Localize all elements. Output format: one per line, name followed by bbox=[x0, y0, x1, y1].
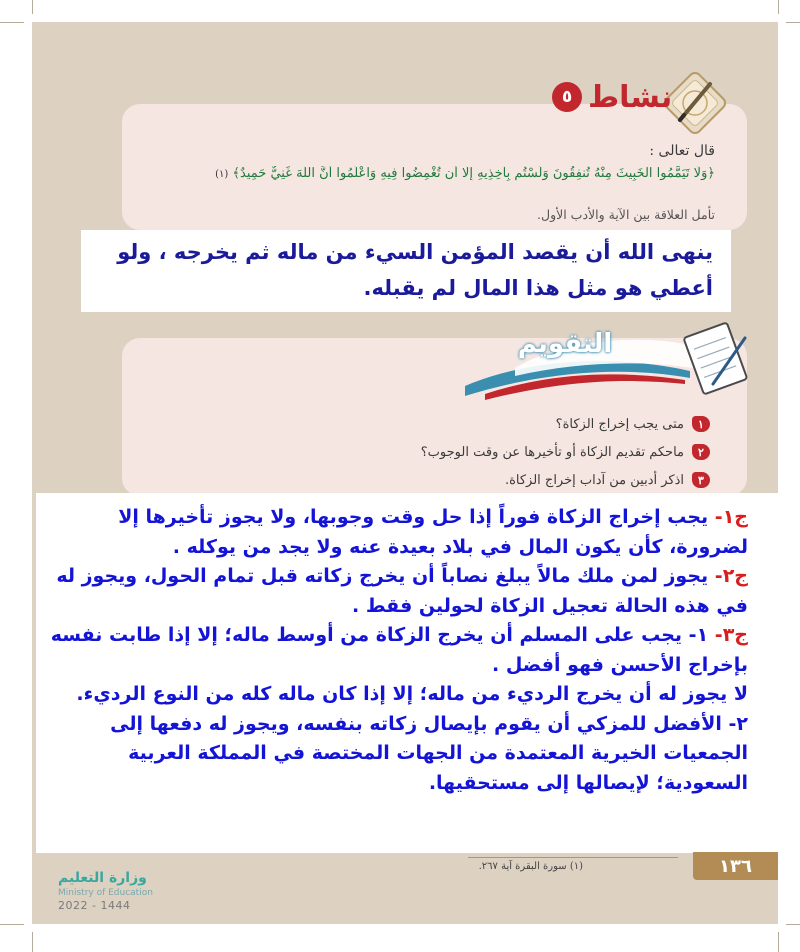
crop-mark bbox=[32, 932, 33, 952]
activity-answer: ينهى الله أن يقصد المؤمن السيء من ماله ثم يخرجه ، ولو أعطي هو مثل هذا المال لم يقبله. bbox=[81, 230, 731, 312]
crop-mark bbox=[0, 22, 24, 23]
question-number-badge: ١ bbox=[692, 416, 710, 432]
verse-text: ﴿وَلَا تَيَمَّمُوا الْخَبِيثَ مِنْهُ تُنفِقُونَ وَلَسْتُم بِآخِذِيهِ إِلَّا أَن تُغْمِضُوا فِيهِ وَاعْلَمُوا أَنَّ اللَّهَ غَنِيٌّ حَمِيدٌ﴾ bbox=[232, 166, 715, 181]
ministry-name-ar: وزارة التعليم bbox=[58, 870, 147, 886]
quran-verse bbox=[115, 166, 715, 181]
activity-title bbox=[552, 78, 672, 116]
activity-instruction: تأمل العلاقة بين الآية والأدب الأول. bbox=[537, 207, 715, 222]
activity-intro: قال تعالى : bbox=[649, 143, 715, 159]
question-text: ماحكم تقديم الزكاة أو تأخيرها عن وقت الوجوب؟ bbox=[420, 444, 684, 460]
activity-number-badge: ٥ bbox=[552, 82, 582, 112]
footnote: (١) سورة البقرة آية ٢٦٧. bbox=[478, 861, 583, 872]
question-item bbox=[556, 416, 710, 432]
evaluation-answers bbox=[36, 493, 784, 853]
answer-3-line-3: ٢- الأفضل للمزكي أن يقوم بإيصال زكاته بنفسه، ويجوز له دفعها إلى الجمعيات الخيرية المعتمدة من الجهات المختصة في المملكة العربية السعودية؛ لإيصالها إلى مستحقيها. bbox=[110, 712, 748, 794]
answer-1-text: يجب إخراج الزكاة فوراً إذا حل وقت وجوبها، ولا يجوز تأخيرها إلا لضرورة، كأن يكون المال في بلاد بعيدة عنه ولا يجد من يوكله . bbox=[118, 506, 748, 558]
answer-3-text-1: ١- يجب على المسلم أن يخرج الزكاة من أوسط ماله؛ إلا إذا طابت نفسه بإخراج الأحسن فهو أفضل . bbox=[50, 624, 748, 676]
activity-title-word: نشاط bbox=[588, 79, 673, 115]
answer-3-label: ج٣- bbox=[714, 624, 748, 646]
crop-mark bbox=[32, 0, 33, 14]
ministry-name-en: Ministry of Education bbox=[58, 888, 153, 898]
verse-footnote-ref: (١) bbox=[215, 169, 229, 180]
question-item bbox=[505, 472, 710, 488]
crop-mark bbox=[786, 924, 800, 925]
answer-2-text: يجوز لمن ملك مالاً يبلغ نصاباً أن يخرج زكاته قبل تمام الحول، ويجوز له في هذه الحالة تعجيل الزكاة لحولين فقط . bbox=[56, 565, 748, 617]
ministry-logo bbox=[58, 870, 198, 912]
page-number: ١٣٦ bbox=[693, 852, 778, 880]
question-number-badge: ٢ bbox=[692, 444, 710, 460]
answer-2 bbox=[46, 562, 748, 621]
crop-mark bbox=[778, 0, 779, 14]
question-text: اذكر أدبين من آداب إخراج الزكاة. bbox=[504, 472, 684, 488]
question-text: متى يجب إخراج الزكاة؟ bbox=[555, 416, 684, 432]
question-item bbox=[421, 444, 710, 460]
answer-1-label: ج١- bbox=[714, 506, 748, 528]
answer-1 bbox=[46, 503, 748, 562]
answer-2-label: ج٢- bbox=[714, 565, 748, 587]
crop-mark bbox=[778, 932, 779, 952]
answer-3-line-2: لا يجوز له أن يخرج الرديء من ماله؛ إلا إذا كان ماله كله من النوع الرديء. bbox=[76, 683, 748, 705]
question-number-badge: ٣ bbox=[692, 472, 710, 488]
footnote-divider bbox=[468, 857, 678, 858]
crop-mark bbox=[0, 924, 24, 925]
answer-3 bbox=[46, 621, 748, 680]
ministry-year: 2022 - 1444 bbox=[58, 899, 131, 912]
crop-mark bbox=[786, 22, 800, 23]
evaluation-title: التقويم bbox=[517, 329, 613, 359]
